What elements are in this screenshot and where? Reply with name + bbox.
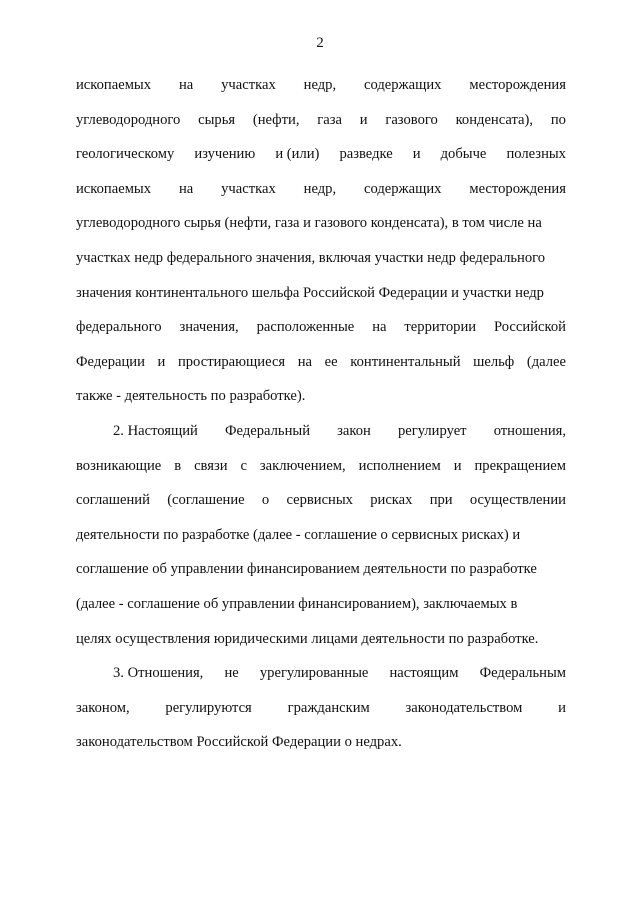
text-word: Федеральным xyxy=(479,665,566,682)
text-word: не xyxy=(224,665,239,682)
text-word: 3. Отношения, xyxy=(113,665,204,682)
text-word: месторождения xyxy=(469,180,566,197)
text-word: возникающие xyxy=(76,457,162,474)
text-word: недр, xyxy=(303,180,337,197)
text-word: (нефти, xyxy=(252,111,300,128)
text-line xyxy=(76,449,566,484)
text-word: ископаемых xyxy=(76,180,152,197)
text-word: закон xyxy=(337,422,371,439)
text-line xyxy=(76,518,566,553)
text-word: ископаемых xyxy=(76,77,152,93)
text-word: сырья xyxy=(198,111,236,128)
text-word: соглашение об управлении финансированием деятельности по разработке xyxy=(76,561,537,578)
text-word: законом, xyxy=(76,699,130,716)
page-number: 2 xyxy=(316,35,324,51)
text-word: на xyxy=(372,319,387,336)
text-line xyxy=(76,379,566,414)
text-word: сервисных xyxy=(286,492,353,509)
text-word: и xyxy=(412,146,421,163)
text-word: значения континентального шельфа Российской Федерации и участки недр xyxy=(76,284,544,301)
text-line xyxy=(76,345,566,380)
text-word: участках xyxy=(221,180,276,197)
text-line xyxy=(76,483,566,518)
text-line xyxy=(76,622,566,657)
text-word: (далее - соглашение об управлении финансированием), заключаемых в xyxy=(76,595,518,612)
text-word: отношения, xyxy=(493,422,566,439)
text-line xyxy=(76,587,566,622)
text-word: и (или) xyxy=(275,146,320,163)
document-body xyxy=(76,68,566,760)
text-word: месторождения xyxy=(469,77,566,93)
text-word: по xyxy=(550,111,566,128)
text-word: углеводородного сырья (нефти, газа и газового конденсата), в том числе на xyxy=(76,215,542,232)
text-word: разведке xyxy=(339,146,393,163)
text-word: исполнением xyxy=(358,457,441,474)
text-word: углеводородного xyxy=(76,111,181,128)
text-line xyxy=(76,206,566,241)
text-word: в xyxy=(174,457,182,474)
text-word: законодательством Российской Федерации о недрах. xyxy=(76,734,402,751)
text-word: Российской xyxy=(494,319,566,336)
text-word: шельф xyxy=(473,353,515,370)
text-word: добыче xyxy=(440,146,487,163)
text-word: газового xyxy=(385,111,438,128)
text-word: урегулированные xyxy=(259,665,369,682)
text-word: осуществлении xyxy=(469,492,566,509)
text-word: на xyxy=(297,353,313,370)
text-word: Федеральный xyxy=(225,422,310,439)
text-word: недр, xyxy=(303,77,337,93)
text-word: 2. Настоящий xyxy=(113,422,198,439)
text-word: (соглашение xyxy=(167,492,245,509)
text-line xyxy=(76,691,566,726)
text-word: соглашений xyxy=(76,492,150,509)
text-word: на xyxy=(178,180,194,197)
text-word: целях осуществления юридическими лицами деятельности по разработке. xyxy=(76,630,539,647)
text-word: связи xyxy=(194,457,228,474)
text-word: деятельности по разработке (далее - соглашение о сервисных рисках) и xyxy=(76,526,521,543)
text-line xyxy=(76,276,566,311)
text-word: Федерации xyxy=(76,353,145,370)
text-line xyxy=(76,310,566,345)
text-word: настоящим xyxy=(389,665,459,682)
text-word: территории xyxy=(404,319,477,336)
text-word: полезных xyxy=(506,146,566,163)
text-word: простирающиеся xyxy=(177,353,286,370)
text-word: (далее xyxy=(526,353,566,370)
text-word: значения, xyxy=(179,319,239,336)
text-word: о xyxy=(261,492,270,509)
text-line xyxy=(76,137,566,172)
text-word: газа xyxy=(317,111,342,128)
text-word: прекращением xyxy=(474,457,566,474)
text-word: участках недр федерального значения, включая участки недр федерального xyxy=(76,249,546,266)
text-line xyxy=(76,656,566,691)
text-word: регулируются xyxy=(165,699,252,716)
text-word: и xyxy=(453,457,462,474)
text-word: содержащих xyxy=(364,180,442,197)
text-word: континентальный xyxy=(350,353,461,370)
text-word: гражданским xyxy=(287,699,370,716)
text-word: также - деятельность по разработке). xyxy=(76,388,306,405)
text-word: и xyxy=(359,111,368,128)
text-word: содержащих xyxy=(364,77,442,93)
text-word: расположенные xyxy=(256,319,355,336)
text-word: конденсата), xyxy=(455,111,534,128)
text-line xyxy=(76,68,566,103)
text-line xyxy=(76,241,566,276)
text-word: при xyxy=(429,492,453,509)
text-word: и xyxy=(157,353,166,370)
text-line xyxy=(76,172,566,207)
text-line xyxy=(76,552,566,587)
text-word: законодательством xyxy=(405,699,523,716)
text-word: регулирует xyxy=(397,422,467,439)
text-word: и xyxy=(558,699,566,716)
text-word: заключением, xyxy=(259,457,346,474)
text-line xyxy=(76,725,566,760)
text-word: рисках xyxy=(370,492,413,509)
text-line xyxy=(76,414,566,449)
text-word: изучению xyxy=(194,146,256,163)
text-word: на xyxy=(178,77,194,93)
text-line xyxy=(76,103,566,138)
text-word: федерального xyxy=(76,319,162,336)
text-word: участках xyxy=(221,77,276,93)
text-word: геологическому xyxy=(76,146,175,163)
text-word: ее xyxy=(324,353,338,370)
text-word: с xyxy=(240,457,247,474)
